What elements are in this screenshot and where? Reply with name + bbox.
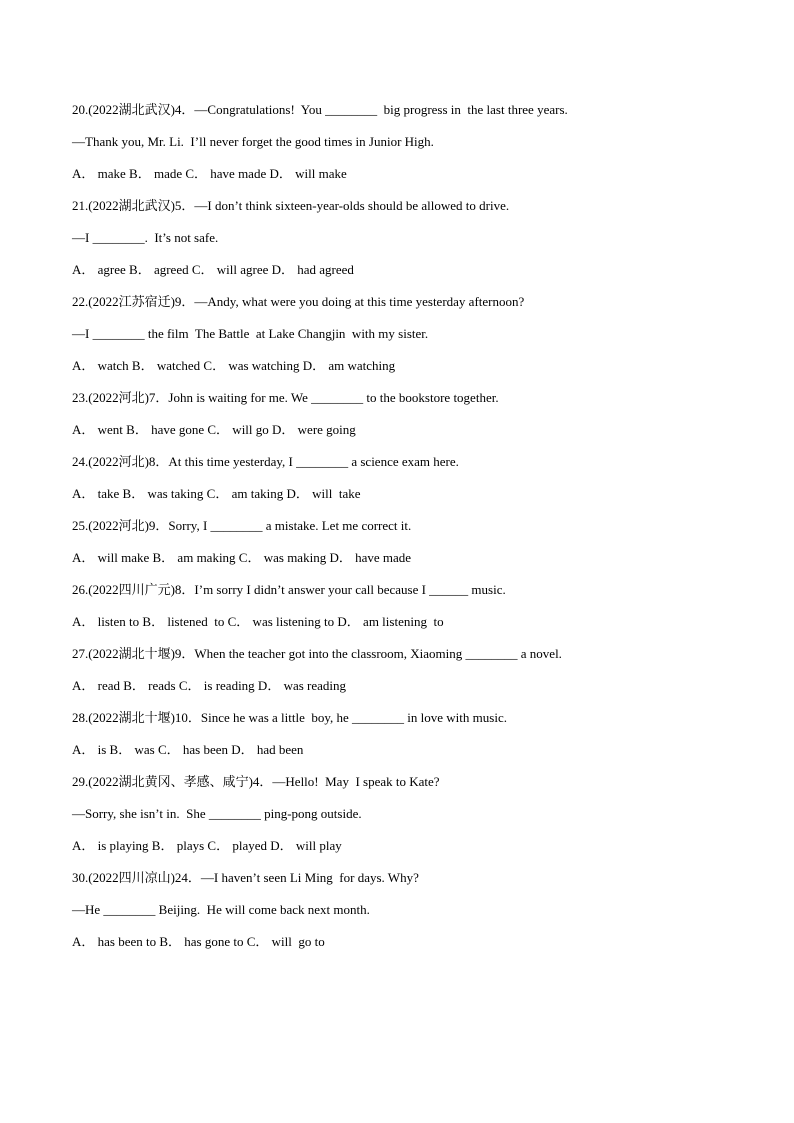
document-page — [72, 100, 722, 964]
question-stem: 27.(2022湖北十堰)9．When the teacher got into the classroom, Xiaoming ________ a novel. — [72, 646, 562, 661]
answer-options: A． went B． have gone C． will go D． were going — [72, 422, 356, 437]
question-stem: 26.(2022四川广元)8．I’m sorry I didn’t answer your call because I ______ music. — [72, 582, 506, 597]
dialogue-line: —Thank you, Mr. Li. I’ll never forget the good times in Junior High. — [72, 134, 434, 149]
answer-options: A． has been to B． has gone to C． will go to — [72, 934, 325, 949]
question-24 — [72, 452, 722, 516]
answer-options: A． is B． was C． has been D． had been — [72, 742, 304, 757]
answer-options: A． take B． was taking C． am taking D． will take — [72, 486, 361, 501]
question-28 — [72, 708, 722, 772]
question-21 — [72, 196, 722, 292]
answer-options: A． agree B． agreed C． will agree D． had agreed — [72, 262, 354, 277]
dialogue-line: —He ________ Beijing. He will come back next month. — [72, 902, 370, 917]
question-29 — [72, 772, 722, 868]
question-stem: 23.(2022河北)7．John is waiting for me. We ________ to the bookstore together. — [72, 390, 499, 405]
answer-options: A． is playing B． plays C． played D． will play — [72, 838, 342, 853]
question-27 — [72, 644, 722, 708]
question-26 — [72, 580, 722, 644]
question-stem: 28.(2022湖北十堰)10．Since he was a little boy, he ________ in love with music. — [72, 710, 507, 725]
dialogue-line: —I ________ the film The Battle at Lake Changjin with my sister. — [72, 326, 429, 341]
answer-options: A． listen to B． listened to C． was listening to D． am listening to — [72, 614, 444, 629]
question-22 — [72, 292, 722, 388]
dialogue-line: —Sorry, she isn’t in. She ________ ping-pong outside. — [72, 806, 362, 821]
dialogue-line: —I ________. It’s not safe. — [72, 230, 219, 245]
question-stem: 30.(2022四川凉山)24．—I haven’t seen Li Ming for days. Why? — [72, 870, 419, 885]
question-25 — [72, 516, 722, 580]
answer-options: A． watch B． watched C． was watching D． am watching — [72, 358, 396, 373]
question-stem: 29.(2022湖北黄冈、孝感、咸宁)4．—Hello! May I speak to Kate? — [72, 774, 440, 789]
question-stem: 25.(2022河北)9．Sorry, I ________ a mistake. Let me correct it. — [72, 518, 412, 533]
question-stem: 22.(2022江苏宿迁)9．—Andy, what were you doing at this time yesterday afternoon? — [72, 294, 525, 309]
question-stem: 20.(2022湖北武汉)4．—Congratulations! You ________ big progress in the last three years. — [72, 102, 568, 117]
answer-options: A． make B． made C． have made D． will make — [72, 166, 347, 181]
question-20 — [72, 100, 722, 196]
question-stem: 24.(2022河北)8．At this time yesterday, I ________ a science exam here. — [72, 454, 459, 469]
question-23 — [72, 388, 722, 452]
answer-options: A． will make B． am making C． was making D． have made — [72, 550, 412, 565]
answer-options: A． read B． reads C． is reading D． was reading — [72, 678, 347, 693]
question-stem: 21.(2022湖北武汉)5．—I don’t think sixteen-year-olds should be allowed to drive. — [72, 198, 510, 213]
question-30 — [72, 868, 722, 964]
